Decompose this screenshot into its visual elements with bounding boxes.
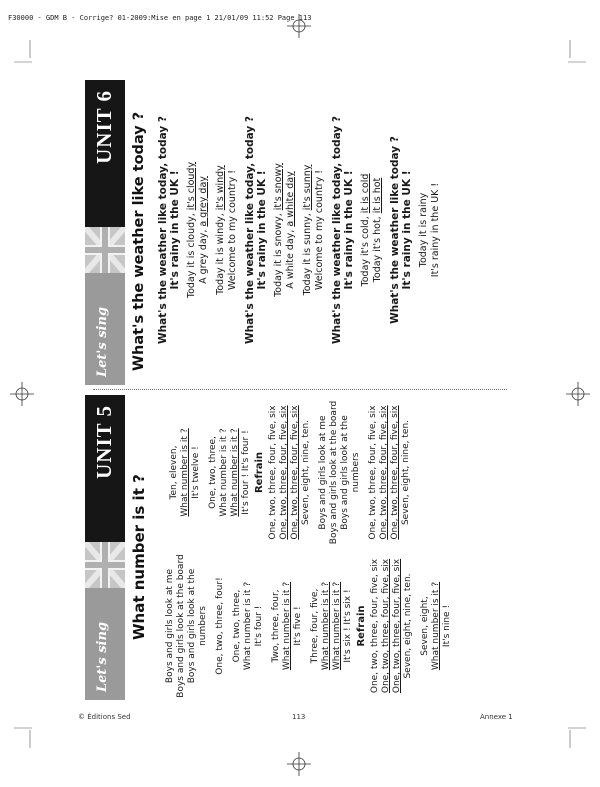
unit-label: UNIT 6 bbox=[92, 90, 116, 164]
lyric-line: One, two, three, four, five, six bbox=[379, 405, 389, 540]
chorus-line: What's the weather like today, today ? bbox=[157, 116, 169, 344]
underlined-phrase: a white day bbox=[285, 171, 296, 227]
lyric-line: Boys and girls look at the board bbox=[176, 554, 186, 698]
unit6-section bbox=[85, 80, 515, 385]
lyric-line: What number is it ? bbox=[180, 428, 190, 517]
lyric-line: One, two, three, four, five, six bbox=[392, 558, 402, 694]
underlined-phrase: it's snowy bbox=[273, 163, 284, 211]
chorus-line: What's the weather like today ? bbox=[389, 136, 401, 324]
chorus-line: It's rainy in the UK ! bbox=[256, 170, 268, 290]
lyric-phrase: A grey day, bbox=[198, 226, 209, 284]
lyric-line: Seven, eight, nine, ten. bbox=[301, 419, 311, 526]
lyric-line: Seven, eight, nine, ten. bbox=[403, 573, 413, 679]
lyric-line: It's nine ! bbox=[442, 604, 452, 648]
lyric-line: One, two, three, four, five, six bbox=[381, 558, 391, 694]
chorus-line: It's rainy in the UK ! bbox=[169, 170, 181, 290]
print-slug: F30000 - GDM B - Corrige? 01-2009:Mise en page 1 21/01/09 11:52 Page 113 bbox=[8, 14, 312, 22]
lyric-line: One, two, three, bbox=[232, 589, 242, 663]
lyric-line: One, two, three, four, five, six bbox=[290, 405, 300, 540]
lyric-line bbox=[186, 85, 198, 375]
lyric-line: It's four ! bbox=[254, 605, 264, 647]
lyrics-column-2 bbox=[169, 395, 412, 550]
song-title: What's the weather like today ? bbox=[131, 111, 147, 371]
unit5-section bbox=[85, 395, 515, 700]
lyric-line: One, two, three, four, five, six bbox=[268, 405, 278, 540]
union-flag-icon bbox=[85, 542, 125, 588]
lyric-line: Welcome to my country ! bbox=[314, 169, 325, 291]
lyric-phrase: A white day, bbox=[285, 226, 296, 289]
lyric-line: Boys and girls look at the numbers bbox=[340, 415, 361, 530]
lyric-line: One, two, three, four! bbox=[215, 577, 225, 675]
lyric-line: Three, four, five, bbox=[310, 588, 320, 664]
lyric-line: What number is it ? bbox=[219, 428, 229, 517]
weather-lyrics bbox=[157, 85, 442, 375]
lyric-line: What number is it ? bbox=[243, 581, 253, 671]
chorus-line: What's the weather like today, today ? bbox=[331, 116, 343, 344]
lyric-line bbox=[302, 85, 314, 375]
song-sheet bbox=[85, 80, 515, 700]
footer-publisher: © Éditions Sed bbox=[78, 713, 131, 721]
underlined-phrase: it's sunny bbox=[302, 164, 313, 211]
lyric-line: Boys and girls look at me bbox=[318, 415, 328, 530]
chorus-line: It's rainy in the UK ! bbox=[343, 170, 355, 290]
lyrics-column-1 bbox=[165, 552, 453, 700]
lyric-line: It's five ! bbox=[293, 606, 303, 646]
lyric-line: What number is it ? bbox=[230, 428, 240, 517]
song-title: What number is it ? bbox=[130, 474, 148, 640]
unit6-banner bbox=[85, 80, 125, 385]
lyric-line: It's rainy in the UK ! bbox=[430, 182, 441, 278]
refrain-heading: Refrain bbox=[254, 451, 265, 494]
lyric-line bbox=[285, 85, 297, 375]
lyric-line: Seven, eight, nine, ten. bbox=[401, 419, 411, 526]
unit-label: UNIT 5 bbox=[92, 405, 116, 479]
underlined-phrase: it's windy bbox=[215, 165, 226, 211]
lyric-line bbox=[372, 85, 384, 375]
lyric-phrase: Today it is sunny, bbox=[302, 210, 313, 296]
chorus-line: What's the weather like today, today ? bbox=[244, 116, 256, 344]
unit5-banner bbox=[85, 395, 125, 700]
lyric-line: What number is it ? bbox=[332, 581, 342, 671]
lyric-line bbox=[273, 85, 285, 375]
lyric-line bbox=[215, 85, 227, 375]
lyric-line: It's twelve ! bbox=[191, 446, 201, 499]
underlined-phrase: a grey day bbox=[198, 176, 209, 227]
lyric-phrase: Today it is cloudy, bbox=[186, 210, 197, 299]
lyric-line: What number is it ? bbox=[431, 581, 441, 671]
lyric-line: One, two, three, four, five, six bbox=[370, 558, 380, 694]
lyric-phrase: Today it is snowy, bbox=[273, 210, 284, 297]
underlined-phrase: it is hot bbox=[372, 177, 383, 214]
underlined-phrase: it is cold bbox=[360, 173, 371, 214]
lyric-line: What number is it ? bbox=[282, 581, 292, 671]
lyric-phrase: Today it is windy, bbox=[215, 210, 226, 295]
refrain-heading: Refrain bbox=[356, 605, 367, 647]
lyric-line: Welcome to my country ! bbox=[227, 169, 238, 291]
union-flag-icon bbox=[85, 227, 125, 273]
lyric-line: Boys and girls look at the board bbox=[329, 400, 339, 545]
page-divider bbox=[93, 389, 507, 390]
underlined-phrase: it's cloudy bbox=[186, 161, 197, 211]
lyric-line bbox=[198, 85, 210, 375]
footer-annex: Annexe 1 bbox=[480, 713, 513, 721]
lets-sing-label: Let's sing bbox=[95, 306, 110, 377]
lyric-phrase: Today it's cold, bbox=[360, 213, 371, 287]
lyric-line: Boys and girls look at me bbox=[165, 568, 175, 684]
lyric-line: One, two, three, four, five, six bbox=[368, 405, 378, 540]
lyric-phrase: Today it's hot, bbox=[372, 213, 383, 283]
lyric-line: Boys and girls look at the numbers bbox=[187, 568, 208, 684]
lyric-line: It's six ! It's six ! bbox=[343, 589, 353, 663]
lyric-line bbox=[360, 85, 372, 375]
footer-page-number: 113 bbox=[292, 713, 306, 721]
chorus-line: It's rainy in the UK ! bbox=[401, 170, 413, 290]
lyric-line: Seven, eight, bbox=[420, 596, 430, 656]
lyric-line: One, two, three, four, five, six bbox=[390, 405, 400, 540]
lyric-line: Ten, eleven, bbox=[169, 445, 179, 500]
lyric-line: What number is it ? bbox=[321, 581, 331, 671]
lyric-line: Two, three, four, bbox=[271, 589, 281, 663]
lyric-line: It's four ! It's four ! bbox=[241, 430, 251, 515]
lets-sing-label: Let's sing bbox=[95, 621, 110, 692]
lyric-line: One, two, three, bbox=[208, 436, 218, 509]
lyric-line: Today it is rainy bbox=[418, 192, 429, 268]
lyric-line: One, two, three, four, five, six bbox=[279, 405, 289, 540]
